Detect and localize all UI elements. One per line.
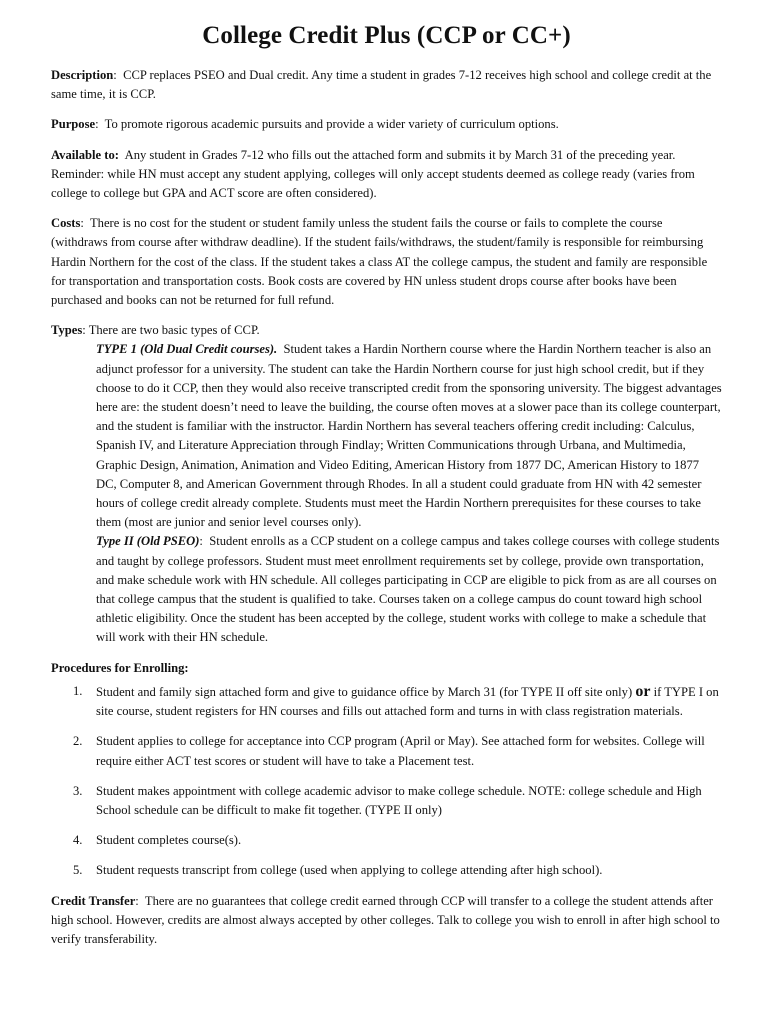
types-section [51,321,722,647]
description-text: CCP replaces PSEO and Dual credit. Any time a student in grades 7-12 receives high school and college credit at the same time, it is CCP. [51,68,712,102]
type2-paragraph: Type II (Old PSEO): Student enrolls as a CCP student on a college campus and takes college courses with college students and taught by college professors. Student must meet enrollment requirements set by college, provide own transportation, and make schedule work with HN schedule. All colleges participating in CCP are eligible to pick from as are all courses on that college campus that the student is qualified to take. Courses taken on a college campus do count toward high school athletic eligibility. Once the student has been accepted by the college, student works with college to make a schedule that will work with their HN schedule. [96,534,720,645]
available-paragraph [51,146,722,204]
description-label: Description [51,68,114,82]
step3-text: Student makes appointment with college academic advisor to make college schedule. NOTE: college schedule and High School schedule can be difficult to make fit together. (TYPE II only) [96,783,702,817]
step5-text: Student requests transcript from college (used when applying to college attending after high school). [96,863,603,878]
type2-label: Type II (Old PSEO) [96,534,200,549]
purpose-text: To promote rigorous academic pursuits and provide a wider variety of curriculum options. [104,117,559,132]
step-number: 2. [73,734,83,749]
list-item [51,732,722,770]
type1-text: Student takes a Hardin Northern course where the Hardin Northern teacher is also an adjunct professor for a university. The student can take the Hardin Northern course for just high school credit, but if they choose to do it CCP, then they would also receive transcripted credit from the sponsoring university. The biggest advantages here are: the student doesn’t need to leave the building, the course often moves at a slower pace than its college counterpart, and the student is familiar with the instructor. Hardin Northern has several teachers offering credit including: Calculus, Spanish IV, and Literature Appreciation through Findlay; Written Communications through Urbana, and Multimedia, Graphic Design, Animation, Animation and Video Editing, American History from 1877 DC, American History to 1877 DC, Computer 8, and American Government through Rhodes. In all a student could graduate from HN with 42 semester hours of college credit already complete. Students must meet the Hardin Northern prerequisites for these courses to take them (most are junior and senior level courses only). [96,342,722,530]
step1-or: or [635,682,651,700]
step-number: 1. [73,683,83,698]
purpose-paragraph: Purpose: To promote rigorous academic pursuits and provide a wider variety of curriculum options. [51,117,559,132]
step1-text-a: Student and family sign attached form and give to guidance office by March 31 (for TYPE II off site only) [96,684,633,699]
list-item [51,861,722,880]
available-text: Any student in Grades 7-12 who fills out the attached form and submits it by March 31 of the preceding year. Reminder: while HN must accept any student applying, colleges will only accept students deemed as college ready (varies from college to college but GPA and ACT score are often considered). [51,147,695,201]
step1-text-b: if TYPE I on site course, student registers for HN courses and fills out attached form and turns in with class registration materials. [96,684,719,719]
step2-text: Student applies to college for acceptance into CCP program (April or May). See attached form for websites. College will require either ACT test scores or student will have to take a Placement test. [96,734,705,768]
step-number: 4. [73,833,83,848]
credit-transfer-label: Credit Transfer [51,893,136,908]
list-item [51,831,722,850]
procedures-list [51,682,722,881]
purpose-label: Purpose [51,117,96,132]
description-paragraph: Description: CCP replaces PSEO and Dual credit. Any time a student in grades 7-12 receives high school and college credit at the same time, it is CCP. [51,68,712,102]
type1-paragraph [96,340,722,532]
types-intro: Types: There are two basic types of CCP. [51,323,260,338]
list-item [51,782,722,820]
step-number: 5. [73,863,83,878]
credit-transfer-paragraph: Credit Transfer: There are no guarantees that college credit earned through CCP will transfer to a college the student attends after high school. However, credits are almost always accepted by other colleges. Talk to college you wish to enroll in after high school to verify transferability. [51,893,720,946]
credit-transfer-text: There are no guarantees that college credit earned through CCP will transfer to a college the student attends after high school. However, credits are almost always accepted by other colleges. Talk to college you wish to enroll in after high school to verify transferability. [51,893,720,946]
costs-label: Costs [51,216,81,231]
costs-paragraph: Costs: There is no cost for the student or student family unless the student fails the course or fails to complete the course (withdraws from course after withdraw deadline). If the student fails/withdraws, the student/family is responsible for reimbursing Hardin Northern for the cost of the class. If the student takes a class AT the college campus, the student and family are responsible for transportation and transportation costs. Book costs are covered by HN unless student drops course after books have been purchased and books can not be returned for full refund. [51,216,708,308]
costs-text: There is no cost for the student or student family unless the student fails the course or fails to complete the course (withdraws from course after withdraw deadline). If the student fails/withdraws, the student/family is responsible for reimbursing Hardin Northern for the cost of the class. If the student takes a class AT the college campus, the student and family are responsible for transportation and transportation costs. Book costs are covered by HN unless student drops course after books have been purchased and books can not be returned for full refund. [51,216,708,308]
types-intro-text: There are two basic types of CCP. [88,323,260,338]
procedures-heading: Procedures for Enrolling: [51,660,189,675]
available-label: Available to: [51,147,119,162]
list-item [51,682,722,721]
step4-text: Student completes course(s). [96,833,242,848]
step-number: 3. [73,783,83,798]
page-title: College Credit Plus (CCP or CC+) [202,22,571,49]
types-label: Types [51,323,83,338]
type1-label: TYPE 1 (Old Dual Credit courses). [96,342,278,357]
type2-text: Student enrolls as a CCP student on a college campus and takes college courses with college students and taught by college professors. Student must meet enrollment requirements set by college, provide own transportation, and make schedule work with HN schedule. All colleges participating in CCP are eligible to pick from as are all courses on that college campus that the student is qualified to take. Courses taken on a college campus do count toward high school athletic eligibility. Once the student has been accepted by the college, student works with college to make a schedule that will work with their HN schedule. [96,534,720,645]
